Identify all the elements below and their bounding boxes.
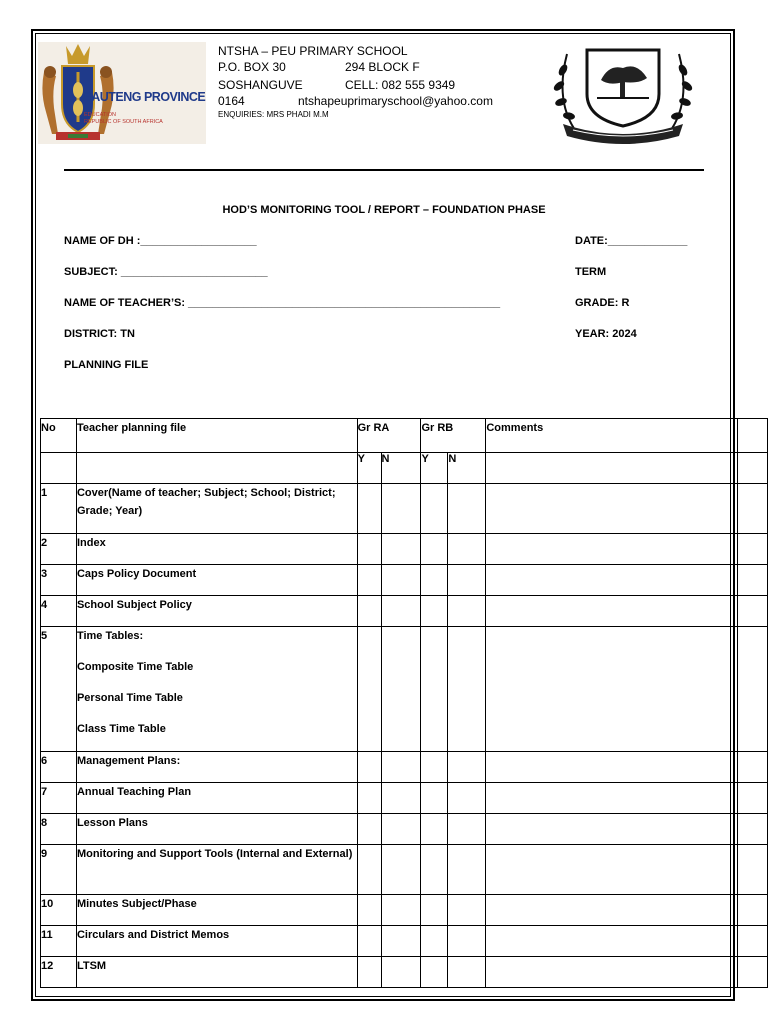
row-item-label <box>76 596 357 627</box>
school-po-box: P.O. BOX 30 <box>218 60 286 74</box>
comments-cell[interactable] <box>486 783 738 814</box>
row-sub-item: Composite Time Table <box>76 661 194 673</box>
ra-yes-header: Y <box>357 453 381 484</box>
ra-yes-cell[interactable] <box>357 845 381 895</box>
rb-no-cell[interactable] <box>448 752 486 783</box>
row-item-text: Lesson Plans <box>76 817 148 829</box>
comments-cell[interactable] <box>486 752 738 783</box>
extra-cell <box>738 627 768 752</box>
rb-yes-cell[interactable] <box>421 596 448 627</box>
row-item-text: Monitoring and Support Tools (Internal and External) <box>76 848 353 860</box>
rb-no-cell[interactable] <box>448 957 486 988</box>
ra-yes-cell[interactable] <box>357 926 381 957</box>
row-item-text: Index <box>76 537 106 549</box>
row-item-text: Circulars and District Memos <box>76 929 230 941</box>
crest-sub-line-2: REPUBLIC OF SOUTH AFRICA <box>84 119 163 125</box>
table-row <box>41 814 768 845</box>
school-enquiries: ENQUIRIES: MRS PHADI M.M <box>218 110 329 119</box>
crest-education-text <box>84 112 163 126</box>
extra-cell <box>738 596 768 627</box>
ra-yes-cell[interactable] <box>357 957 381 988</box>
subheader-blank <box>76 453 357 484</box>
rb-no-cell[interactable] <box>448 484 486 534</box>
comments-cell[interactable] <box>486 957 738 988</box>
extra-cell <box>738 957 768 988</box>
comments-cell[interactable] <box>486 534 738 565</box>
table-row <box>41 627 768 752</box>
school-town: SOSHANGUVE <box>218 78 303 92</box>
header-gr-ra: Gr RA <box>357 419 421 453</box>
form-title: HOD’S MONITORING TOOL / REPORT – FOUNDATION PHASE <box>222 204 546 216</box>
table-row <box>41 926 768 957</box>
row-item-label <box>76 752 357 783</box>
comments-cell[interactable] <box>486 926 738 957</box>
ra-yes-cell[interactable] <box>357 534 381 565</box>
row-sub-item: Class Time Table <box>76 723 166 735</box>
rb-yes-cell[interactable] <box>421 895 448 926</box>
ra-no-cell[interactable] <box>381 926 421 957</box>
extra-cell <box>738 845 768 895</box>
table-row <box>41 845 768 895</box>
table-header-row <box>41 419 768 453</box>
ra-no-cell[interactable] <box>381 895 421 926</box>
rb-yes-cell[interactable] <box>421 783 448 814</box>
crest-province-text: GAUTENG PROVINCE <box>82 90 206 104</box>
district-field: DISTRICT: TN <box>64 328 135 340</box>
extra-cell <box>738 783 768 814</box>
row-item-label <box>76 627 357 752</box>
extra-cell <box>738 534 768 565</box>
comments-cell[interactable] <box>486 596 738 627</box>
subheader-blank <box>41 453 77 484</box>
row-item-text: LTSM <box>76 960 107 972</box>
row-item-text: School Subject Policy <box>76 599 192 611</box>
subheader-blank <box>486 453 738 484</box>
rb-yes-cell[interactable] <box>421 926 448 957</box>
row-item-text: Caps Policy Document <box>76 568 197 580</box>
extra-cell <box>738 565 768 596</box>
rb-yes-cell[interactable] <box>421 814 448 845</box>
row-item-text: Management Plans: <box>76 755 181 767</box>
comments-cell[interactable] <box>486 895 738 926</box>
rb-no-cell[interactable] <box>448 565 486 596</box>
row-number: 8 <box>41 814 77 845</box>
comments-cell[interactable] <box>486 814 738 845</box>
comments-cell[interactable] <box>486 845 738 895</box>
comments-cell[interactable] <box>486 484 738 534</box>
row-item-label <box>76 534 357 565</box>
row-number: 11 <box>41 926 77 957</box>
grade-field: GRADE: R <box>575 297 630 309</box>
planning-file-table <box>40 418 768 988</box>
school-email: ntshapeuprimaryschool@yahoo.com <box>298 94 493 108</box>
header-teacher-planning-file: Teacher planning file <box>76 419 357 453</box>
rb-no-cell[interactable] <box>448 627 486 752</box>
subheader-blank <box>738 453 768 484</box>
ra-no-cell[interactable] <box>381 565 421 596</box>
ra-no-cell[interactable] <box>381 845 421 895</box>
table-row <box>41 534 768 565</box>
table-row <box>41 752 768 783</box>
header-gr-rb: Gr RB <box>421 419 486 453</box>
name-of-dh-field: NAME OF DH :___________________ <box>64 235 257 247</box>
table-row <box>41 565 768 596</box>
rb-yes-cell[interactable] <box>421 484 448 534</box>
table-row <box>41 783 768 814</box>
rb-no-header: N <box>448 453 486 484</box>
gauteng-crest-logo <box>38 42 206 144</box>
rb-no-cell[interactable] <box>448 596 486 627</box>
row-item-label <box>76 845 357 895</box>
extra-cell <box>738 814 768 845</box>
table-row <box>41 596 768 627</box>
row-number: 9 <box>41 845 77 895</box>
row-number: 1 <box>41 484 77 534</box>
rb-yes-cell[interactable] <box>421 957 448 988</box>
row-number: 10 <box>41 895 77 926</box>
ra-yes-cell[interactable] <box>357 752 381 783</box>
row-number: 2 <box>41 534 77 565</box>
rb-no-cell[interactable] <box>448 814 486 845</box>
ra-no-cell[interactable] <box>381 783 421 814</box>
row-number: 7 <box>41 783 77 814</box>
row-item-text: Annual Teaching Plan <box>76 786 192 798</box>
ra-no-cell[interactable] <box>381 596 421 627</box>
row-item-label <box>76 814 357 845</box>
row-item-label <box>76 783 357 814</box>
table-row <box>41 957 768 988</box>
row-number: 5 <box>41 627 77 752</box>
rb-no-cell[interactable] <box>448 845 486 895</box>
date-field: DATE:_____________ <box>575 235 688 247</box>
header-comments: Comments <box>486 419 738 453</box>
teacher-name-field: NAME OF TEACHER’S: ___________________________________________________ <box>64 297 501 309</box>
row-item-text: Time Tables: <box>76 630 144 642</box>
extra-cell <box>738 895 768 926</box>
ra-no-cell[interactable] <box>381 957 421 988</box>
rb-yes-cell[interactable] <box>421 752 448 783</box>
rb-yes-cell[interactable] <box>421 534 448 565</box>
row-item-text: Cover(Name of teacher; Subject; School; District; Grade; Year) <box>76 487 336 517</box>
ra-no-cell[interactable] <box>381 814 421 845</box>
row-item-label <box>76 565 357 596</box>
ra-yes-cell[interactable] <box>357 783 381 814</box>
ra-yes-cell[interactable] <box>357 565 381 596</box>
school-postal-code: 0164 <box>218 94 245 108</box>
ra-no-header: N <box>381 453 421 484</box>
ra-yes-cell[interactable] <box>357 814 381 845</box>
subject-field: SUBJECT: ________________________ <box>64 266 268 278</box>
table-row <box>41 484 768 534</box>
rb-no-cell[interactable] <box>448 895 486 926</box>
ra-yes-cell[interactable] <box>357 596 381 627</box>
section-heading: PLANNING FILE <box>64 359 149 371</box>
rb-yes-header: Y <box>421 453 448 484</box>
ra-yes-cell[interactable] <box>357 484 381 534</box>
rb-no-cell[interactable] <box>448 534 486 565</box>
term-field: TERM <box>575 266 607 278</box>
row-item-label <box>76 926 357 957</box>
rb-no-cell[interactable] <box>448 926 486 957</box>
row-sub-item: Personal Time Table <box>76 692 183 704</box>
school-name: NTSHA – PEU PRIMARY SCHOOL <box>218 44 408 58</box>
rb-yes-cell[interactable] <box>421 565 448 596</box>
row-number: 3 <box>41 565 77 596</box>
ra-no-cell[interactable] <box>381 484 421 534</box>
school-block: 294 BLOCK F <box>345 60 420 74</box>
ra-yes-cell[interactable] <box>357 627 381 752</box>
extra-cell <box>738 484 768 534</box>
header-no: No <box>41 419 77 453</box>
table-subheader-row <box>41 453 768 484</box>
header-divider <box>64 169 704 171</box>
ra-no-cell[interactable] <box>381 534 421 565</box>
row-item-text: Minutes Subject/Phase <box>76 898 197 910</box>
school-emblem-logo <box>549 40 697 148</box>
extra-cell <box>738 926 768 957</box>
row-number: 6 <box>41 752 77 783</box>
ra-no-cell[interactable] <box>381 752 421 783</box>
school-cell: CELL: 082 555 9349 <box>345 78 456 92</box>
extra-cell <box>738 752 768 783</box>
rb-yes-cell[interactable] <box>421 627 448 752</box>
row-item-label <box>76 957 357 988</box>
rb-yes-cell[interactable] <box>421 845 448 895</box>
ra-yes-cell[interactable] <box>357 895 381 926</box>
crest-sub-line-1: EDUCATION <box>84 112 116 118</box>
row-number: 4 <box>41 596 77 627</box>
comments-cell[interactable] <box>486 565 738 596</box>
comments-cell[interactable] <box>486 627 738 752</box>
year-field: YEAR: 2024 <box>575 328 637 340</box>
row-item-label <box>76 484 357 534</box>
rb-no-cell[interactable] <box>448 783 486 814</box>
row-item-label <box>76 895 357 926</box>
row-number: 12 <box>41 957 77 988</box>
ra-no-cell[interactable] <box>381 627 421 752</box>
table-row <box>41 895 768 926</box>
header-extra <box>738 419 768 453</box>
